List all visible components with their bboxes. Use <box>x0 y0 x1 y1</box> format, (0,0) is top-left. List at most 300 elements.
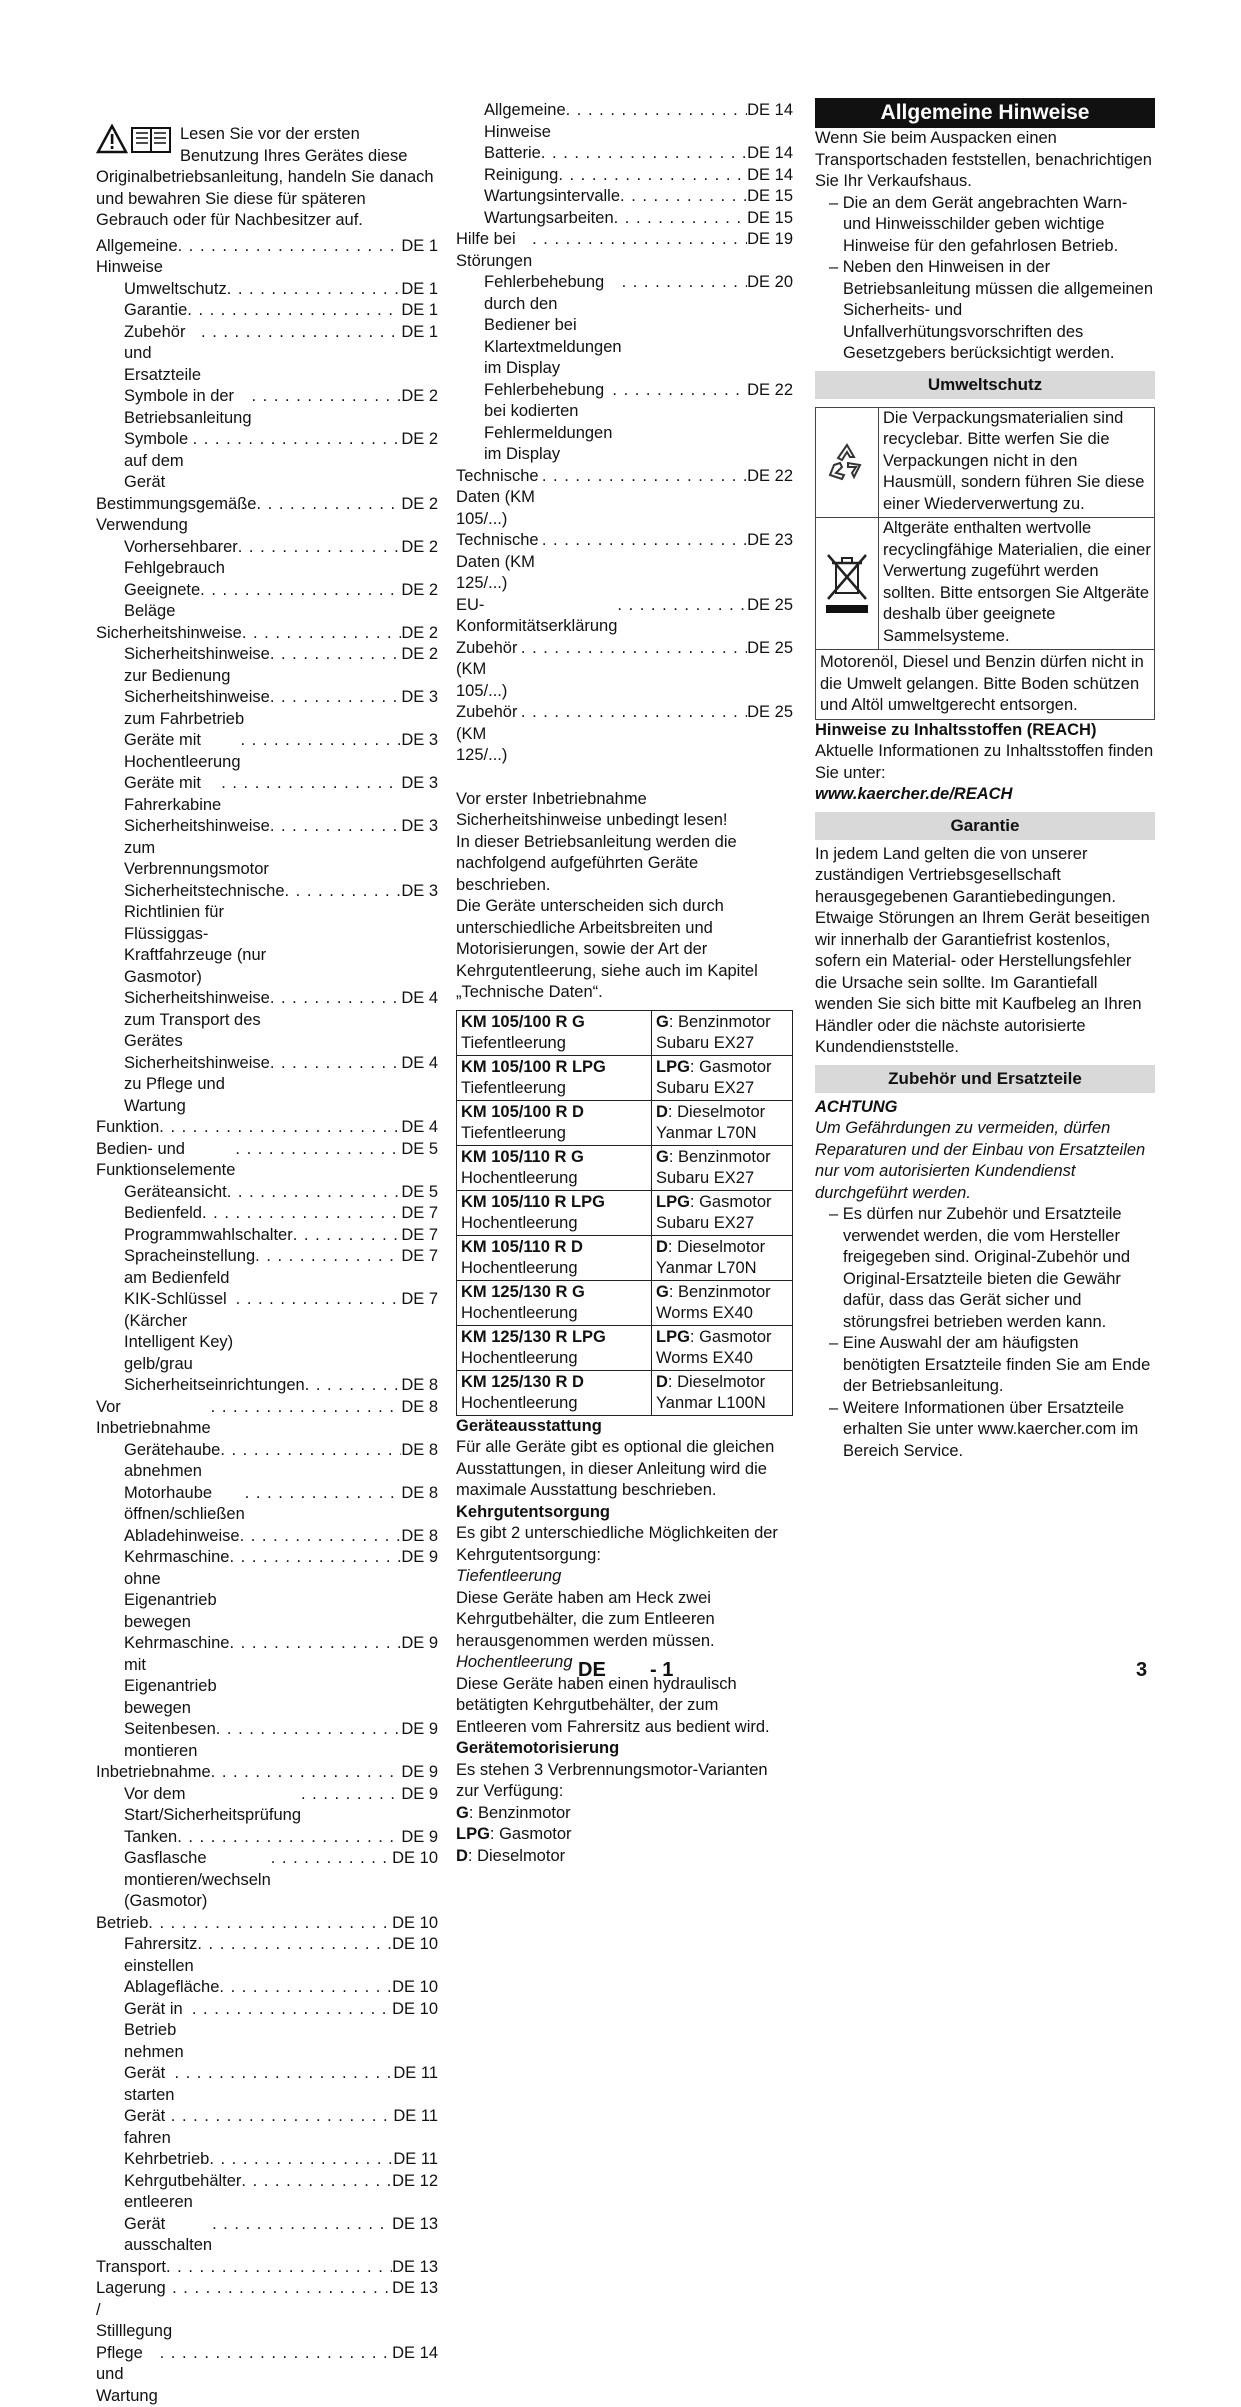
toc-entry-page: DE 2 <box>401 580 438 602</box>
toc-entry-title: Fehlerbehebung durch den Bediener bei Klartextmeldungen im Display <box>484 272 622 380</box>
achtung-label: ACHTUNG <box>815 1097 1155 1119</box>
toc-entry-title: Technische Daten (KM 105/...) <box>456 466 542 531</box>
toc-entry[interactable] <box>96 1182 438 1204</box>
toc-entry-page: DE 10 <box>392 1913 438 1935</box>
toc-entry-title: Seitenbesen montieren <box>124 1719 216 1762</box>
toc-entry-title: Geeignete Beläge <box>124 580 200 623</box>
model-name-cell <box>457 1010 652 1055</box>
toc-entry-page: DE 9 <box>401 1827 438 1849</box>
toc-entry[interactable] <box>96 1934 438 1977</box>
toc-entry-page: DE 10 <box>392 1999 438 2021</box>
toc-entry[interactable] <box>96 1547 438 1633</box>
toc-entry-page: DE 1 <box>401 300 438 322</box>
toc-entry[interactable] <box>96 988 438 1053</box>
reach-text: Aktuelle Informationen zu Inhaltsstoffen finden Sie unter: <box>815 741 1155 784</box>
model-motor: Yanmar L100N <box>656 1393 788 1414</box>
toc-entry[interactable] <box>96 1289 438 1375</box>
toc-entry[interactable] <box>96 1913 438 1935</box>
toc-leader-dots <box>532 229 747 251</box>
column-2 <box>456 100 793 1867</box>
toc-leader-dots <box>178 236 402 258</box>
toc-leader-dots <box>521 638 747 660</box>
intro-p1: In dieser Betriebsanleitung werden die nachfolgend aufgeführten Geräte beschrieben. <box>456 832 793 897</box>
toc-entry-page: DE 11 <box>393 2149 438 2171</box>
toc-entry-page: DE 23 <box>747 530 793 552</box>
toc-leader-dots <box>171 2106 394 2128</box>
toc-entry-title: Sicherheitshinweise zum Transport des Gerätes <box>124 988 270 1053</box>
reach-heading: Hinweise zu Inhaltsstoffen (REACH) <box>815 720 1155 742</box>
toc-leader-dots <box>238 537 402 559</box>
toc-leader-dots <box>211 1762 402 1784</box>
toc-leader-dots <box>172 2278 392 2300</box>
toc-leader-dots <box>221 773 401 795</box>
toc-entry-page: DE 4 <box>401 1053 438 1075</box>
models-table <box>456 1010 793 1416</box>
model-name: KM 105/100 R LPG <box>461 1057 647 1078</box>
model-motor: Yanmar L70N <box>656 1258 788 1279</box>
toc-entry-page: DE 15 <box>747 208 793 230</box>
toc-entry[interactable] <box>96 2257 438 2279</box>
toc-leader-dots <box>270 687 401 709</box>
toc-entry-page: DE 10 <box>392 1934 438 1956</box>
toc-entry-page: DE 7 <box>401 1225 438 1247</box>
toc-entry[interactable] <box>96 1483 438 1526</box>
toc-leader-dots <box>242 623 401 645</box>
heading-allgemeine-hinweise: Allgemeine Hinweise <box>815 98 1155 128</box>
toc-entry-title: Technische Daten (KM 125/...) <box>456 530 542 595</box>
column-1 <box>96 100 438 2407</box>
toc-leader-dots <box>187 300 401 322</box>
toc-entry[interactable] <box>456 380 793 466</box>
toc-entry-title: Fahrersitz einstellen <box>124 1934 197 1977</box>
toc-entry-title: Sicherheitshinweise zum Verbrennungsmotor <box>124 816 270 881</box>
toc-entry-title: Vor Inbetriebnahme <box>96 1397 211 1440</box>
toc-entry[interactable] <box>96 537 438 580</box>
toc-entry-title: Allgemeine Hinweise <box>96 236 178 279</box>
toc-leader-dots <box>301 1784 401 1806</box>
model-name: KM 125/130 R G <box>461 1282 647 1303</box>
toc-entry-page: DE 15 <box>747 186 793 208</box>
intro-paragraph: Lesen Sie vor der ersten Benutzung Ihres Gerätes diese Originalbetriebsanleitung, handeln Sie danach und bewahren Sie diese für späteren Gebrauch oder für Nachbesitzer auf. <box>96 124 438 232</box>
reach-url[interactable]: www.kaercher.de/REACH <box>815 784 1155 806</box>
entsorgung-heading: Kehrgutentsorgung <box>456 1502 793 1524</box>
toc-entry[interactable] <box>96 2214 438 2257</box>
intro-p2: Die Geräte unterscheiden sich durch unterschiedliche Arbeitsbreiten und Motorisierungen, sowie der Art der Kehrgutentleerung, siehe auch im Kapitel „Technische Daten“. <box>456 896 793 1004</box>
toc-leader-dots <box>541 143 747 165</box>
toc-entry-page: DE 13 <box>392 2257 438 2279</box>
engine-lpg: LPG: Gasmotor <box>456 1824 793 1846</box>
model-motor: Subaru EX27 <box>656 1033 788 1054</box>
recycle-icon <box>816 408 879 518</box>
toc-entry[interactable] <box>96 816 438 881</box>
toc-entry-title: Geräte mit Fahrerkabine <box>124 773 221 816</box>
toc-entry-title: Batterie <box>484 143 541 165</box>
toc-entry-page: DE 3 <box>401 816 438 838</box>
env-text-3: Motorenöl, Diesel und Benzin dürfen nicht in die Umwelt gelangen. Bitte Boden schützen und Altöl umweltgerecht entsorgen. <box>816 650 1154 719</box>
model-name: KM 105/110 R G <box>461 1147 647 1168</box>
toc-entry[interactable] <box>96 1203 438 1225</box>
toc-leader-dots <box>617 595 747 617</box>
toc-list-continued <box>456 100 793 767</box>
toc-entry-title: Motorhaube öffnen/schließen <box>124 1483 245 1526</box>
model-engine: LPG: Gasmotor <box>656 1192 788 1213</box>
toc-entry[interactable] <box>96 1784 438 1827</box>
achtung-text: Um Gefährdungen zu vermeiden, dürfen Reparaturen und der Einbau von Ersatzteilen nur vom autorisierten Kundendienst durchgeführt werden. <box>815 1118 1155 1204</box>
toc-entry[interactable] <box>96 1827 438 1849</box>
toc-entry-page: DE 11 <box>393 2106 438 2128</box>
toc-entry-page: DE 9 <box>401 1547 438 1569</box>
toc-entry-title: Pflege und Wartung <box>96 2343 160 2407</box>
toc-entry-page: DE 8 <box>401 1440 438 1462</box>
model-row <box>457 1235 793 1280</box>
toc-entry-page: DE 19 <box>747 229 793 251</box>
footer-page-number: 3 <box>1136 1660 1147 1682</box>
toc-entry[interactable] <box>96 429 438 494</box>
toc-leader-dots <box>202 1203 401 1225</box>
model-engine: LPG: Gasmotor <box>656 1327 788 1348</box>
toc-leader-dots <box>177 1827 401 1849</box>
toc-entry-page: DE 3 <box>401 773 438 795</box>
toc-leader-dots <box>200 580 401 602</box>
toc-entry-title: EU-Konformitätserklärung <box>456 595 617 638</box>
toc-entry-title: Gerät in Betrieb nehmen <box>124 1999 192 2064</box>
toc-entry[interactable] <box>96 2343 438 2407</box>
toc-entry[interactable] <box>456 638 793 703</box>
model-engine: D: Dieselmotor <box>656 1102 788 1123</box>
toc-entry[interactable] <box>96 1762 438 1784</box>
toc-entry[interactable] <box>456 229 793 272</box>
toc-entry-title: Vorhersehbarer Fehlgebrauch <box>124 537 238 580</box>
toc-entry-title: Spracheinstellung am Bedienfeld <box>124 1246 255 1289</box>
model-row <box>457 1010 793 1055</box>
model-name: KM 125/130 R LPG <box>461 1327 647 1348</box>
toc-leader-dots <box>227 1182 402 1204</box>
toc-entry-page: DE 4 <box>401 1117 438 1139</box>
tief-text: Diese Geräte haben am Heck zwei Kehrgutbehälter, die zum Entleeren herausgenommen werden müssen. <box>456 1588 793 1653</box>
model-name: KM 105/110 R D <box>461 1237 647 1258</box>
toc-entry[interactable] <box>96 1053 438 1118</box>
model-engine: G: Benzinmotor <box>656 1147 788 1168</box>
toc-leader-dots <box>558 165 747 187</box>
toc-entry[interactable] <box>96 1977 438 1999</box>
toc-entry-page: DE 9 <box>401 1762 438 1784</box>
toc-entry[interactable] <box>456 100 793 143</box>
toc-entry[interactable] <box>456 595 793 638</box>
toc-entry[interactable] <box>456 186 793 208</box>
toc-entry[interactable] <box>96 1719 438 1762</box>
toc-entry-page: DE 8 <box>401 1483 438 1505</box>
toc-entry-title: Kehrgutbehälter entleeren <box>124 2171 241 2214</box>
toc-entry[interactable] <box>96 773 438 816</box>
toc-entry[interactable] <box>96 1375 438 1397</box>
toc-entry-page: DE 5 <box>401 1139 438 1161</box>
hoch-heading: Hochentleerung <box>456 1652 793 1674</box>
engine-g: G: Benzinmotor <box>456 1803 793 1825</box>
toc-entry-page: DE 7 <box>401 1246 438 1268</box>
toc-leader-dots <box>192 1999 392 2021</box>
toc-entry-page: DE 8 <box>401 1526 438 1548</box>
model-name: KM 105/110 R LPG <box>461 1192 647 1213</box>
toc-entry[interactable] <box>96 236 438 279</box>
model-name-cell <box>457 1190 652 1235</box>
toc-entry[interactable] <box>96 1440 438 1483</box>
toc-entry-title: Gerät fahren <box>124 2106 171 2149</box>
toc-entry-title: Sicherheitshinweise <box>96 623 242 645</box>
toc-leader-dots <box>166 2257 392 2279</box>
weee-bin-icon <box>816 518 879 649</box>
toc-entry-title: KIK-Schlüssel (Kärcher Intelligent Key) gelb/grau <box>124 1289 236 1375</box>
toc-entry-title: Zubehör (KM 105/...) <box>456 638 521 703</box>
model-engine-cell <box>652 1010 793 1055</box>
toc-entry[interactable] <box>456 466 793 531</box>
toc-entry-title: Fehlerbehebung bei kodierten Fehlermeldungen im Display <box>484 380 612 466</box>
toc-leader-dots <box>227 279 402 301</box>
model-name-cell <box>457 1280 652 1325</box>
toc-entry-page: DE 2 <box>401 429 438 451</box>
toc-entry-page: DE 2 <box>401 494 438 516</box>
model-motor: Subaru EX27 <box>656 1078 788 1099</box>
model-engine-cell <box>652 1055 793 1100</box>
toc-entry-title: Hilfe bei Störungen <box>456 229 532 272</box>
toc-entry[interactable] <box>96 1246 438 1289</box>
toc-entry[interactable] <box>96 386 438 429</box>
toc-leader-dots <box>270 644 401 666</box>
toc-entry-title: Symbole auf dem Gerät <box>124 429 193 494</box>
toc-leader-dots <box>212 2214 392 2236</box>
toc-leader-dots <box>252 386 402 408</box>
model-type: Hochentleerung <box>461 1258 647 1279</box>
model-engine-cell <box>652 1100 793 1145</box>
toc-leader-dots <box>148 1913 392 1935</box>
toc-entry-title: Sicherheitshinweise zu Pflege und Wartung <box>124 1053 270 1118</box>
ausstattung-text: Für alle Geräte gibt es optional die gleichen Ausstattungen, in dieser Anleitung wird die maximale Ausstattung beschrieben. <box>456 1437 793 1502</box>
safety-warning: Vor erster Inbetriebnahme Sicherheitshinweise unbedingt lesen! <box>456 789 793 832</box>
toc-entry-title: Betrieb <box>96 1913 148 1935</box>
toc-entry[interactable] <box>96 580 438 623</box>
model-engine-cell <box>652 1235 793 1280</box>
toc-entry-title: Zubehör und Ersatzteile <box>124 322 201 387</box>
toc-entry[interactable] <box>96 730 438 773</box>
toc-entry-title: Umweltschutz <box>124 279 227 301</box>
toc-entry-title: Tanken <box>124 1827 177 1849</box>
toc-leader-dots <box>270 1053 401 1075</box>
model-name: KM 105/100 R G <box>461 1012 647 1033</box>
entsorgung-text: Es gibt 2 unterschiedliche Möglichkeiten der Kehrgutentsorgung: <box>456 1523 793 1566</box>
model-engine-cell <box>652 1190 793 1235</box>
toc-entry[interactable] <box>96 2171 438 2214</box>
toc-leader-dots <box>229 1547 401 1569</box>
toc-leader-dots <box>521 702 747 724</box>
toc-leader-dots <box>236 1289 402 1311</box>
toc-entry-page: DE 25 <box>747 702 793 724</box>
toc-entry-title: Transport <box>96 2257 166 2279</box>
engine-d: D: Dieselmotor <box>456 1846 793 1868</box>
model-motor: Yanmar L70N <box>656 1123 788 1144</box>
model-name-cell <box>457 1100 652 1145</box>
toc-entry[interactable] <box>96 644 438 687</box>
toc-entry-page: DE 22 <box>747 380 793 402</box>
toc-entry-title: Kehrmaschine ohne Eigenantrieb bewegen <box>124 1547 229 1633</box>
zubehoer-dash-1: – Es dürfen nur Zubehör und Ersatzteile verwendet werden, die vom Hersteller freigegeben sind. Original-Zubehör und Original-Ersatzteile bieten die Gewähr dafür, dass das Gerät sicher und störungsfrei betrieben werden kann. <box>815 1204 1155 1333</box>
toc-entry[interactable] <box>96 300 438 322</box>
toc-entry-page: DE 13 <box>392 2278 438 2300</box>
toc-entry-page: DE 25 <box>747 638 793 660</box>
heading-zubehoer: Zubehör und Ersatzteile <box>815 1065 1155 1093</box>
model-name: KM 125/130 R D <box>461 1372 647 1393</box>
toc-leader-dots <box>285 881 402 903</box>
toc-leader-dots <box>542 530 747 552</box>
toc-leader-dots <box>305 1375 402 1397</box>
toc-entry[interactable] <box>96 1633 438 1719</box>
toc-entry[interactable] <box>96 881 438 989</box>
toc-leader-dots <box>256 494 401 516</box>
toc-leader-dots <box>255 1246 401 1268</box>
toc-entry[interactable] <box>96 279 438 301</box>
toc-entry-page: DE 2 <box>401 537 438 559</box>
allg-text: Wenn Sie beim Auspacken einen Transportschaden feststellen, benachrichtigen Sie Ihr Verkaufshaus. <box>815 128 1155 193</box>
toc-leader-dots <box>229 1633 401 1655</box>
toc-entry-title: Sicherheitshinweise zum Fahrbetrieb <box>124 687 270 730</box>
heading-umweltschutz: Umweltschutz <box>815 371 1155 399</box>
toc-entry-page: DE 7 <box>401 1203 438 1225</box>
model-name-cell <box>457 1370 652 1415</box>
toc-entry-title: Funktion <box>96 1117 159 1139</box>
toc-entry[interactable] <box>456 530 793 595</box>
model-type: Hochentleerung <box>461 1393 647 1414</box>
model-type: Tiefentleerung <box>461 1033 647 1054</box>
toc-entry[interactable] <box>96 322 438 387</box>
toc-entry-page: DE 3 <box>401 730 438 752</box>
env-row-recycle <box>816 408 1154 519</box>
toc-entry-title: Kehrmaschine mit Eigenantrieb bewegen <box>124 1633 229 1719</box>
toc-entry-title: Allgemeine Hinweise <box>484 100 566 143</box>
model-engine-cell <box>652 1280 793 1325</box>
model-engine-cell <box>652 1145 793 1190</box>
toc-entry[interactable] <box>96 1225 438 1247</box>
toc-entry-page: DE 3 <box>401 687 438 709</box>
env-text-1: Die Verpackungsmaterialien sind recyclebar. Bitte werfen Sie die Verpackungen nicht in den Hausmüll, sondern führen Sie diese einer Wiederverwertung zu. <box>879 408 1154 518</box>
model-type: Hochentleerung <box>461 1213 647 1234</box>
toc-entry-title: Reinigung <box>484 165 558 187</box>
toc-entry-page: DE 5 <box>401 1182 438 1204</box>
toc-entry-page: DE 14 <box>392 2343 438 2365</box>
toc-entry-title: Vor dem Start/Sicherheitsprüfung <box>124 1784 301 1827</box>
model-name: KM 105/100 R D <box>461 1102 647 1123</box>
toc-entry-page: DE 11 <box>393 2063 438 2085</box>
toc-leader-dots <box>235 1139 401 1161</box>
toc-entry[interactable] <box>96 1999 438 2064</box>
model-type: Hochentleerung <box>461 1168 647 1189</box>
toc-entry[interactable] <box>96 1526 438 1548</box>
toc-leader-dots <box>201 322 401 344</box>
toc-entry[interactable] <box>456 143 793 165</box>
toc-entry[interactable] <box>456 702 793 767</box>
toc-entry-page: DE 14 <box>747 165 793 187</box>
toc-entry-title: Sicherheitstechnische Richtlinien für Flüssiggas-Kraftfahrzeuge (nur Gasmotor) <box>124 881 285 989</box>
toc-entry-title: Bestimmungsgemäße Verwendung <box>96 494 256 537</box>
toc-entry[interactable] <box>456 272 793 380</box>
toc-entry[interactable] <box>96 1117 438 1139</box>
toc-entry-page: DE 20 <box>747 272 793 294</box>
toc-leader-dots <box>220 1440 401 1462</box>
model-type: Hochentleerung <box>461 1348 647 1369</box>
model-motor: Worms EX40 <box>656 1348 788 1369</box>
toc-entry-page: DE 12 <box>392 2171 438 2193</box>
toc-entry[interactable] <box>96 1139 438 1182</box>
model-row <box>457 1145 793 1190</box>
toc-entry[interactable] <box>456 208 793 230</box>
toc-entry[interactable] <box>96 2063 438 2106</box>
model-row <box>457 1370 793 1415</box>
toc-entry[interactable] <box>96 623 438 645</box>
toc-entry[interactable] <box>96 687 438 730</box>
garantie-text: In jedem Land gelten die von unserer zuständigen Vertriebsgesellschaft herausgegebenen Garantiebedingungen. Etwaige Störungen an Ihrem Gerät beseitigen wir innerhalb der Garantiefrist kostenlos, sofern ein Material- oder Herstellungsfehler die Ursache sein sollte. Im Garantiefall wenden Sie sich bitte mit Kaufbeleg an Ihren Händler oder die nächste autorisierte Kundendienststelle. <box>815 844 1155 1059</box>
environment-box <box>815 407 1155 720</box>
toc-entry-title: Sicherheitshinweise zur Bedienung <box>124 644 270 687</box>
toc-leader-dots <box>193 429 402 451</box>
toc-leader-dots <box>622 272 748 294</box>
toc-leader-dots <box>271 1848 392 1870</box>
model-name-cell <box>457 1325 652 1370</box>
footer-section-number: - 1 <box>650 1660 673 1682</box>
model-motor: Subaru EX27 <box>656 1213 788 1234</box>
env-text-2: Altgeräte enthalten wertvolle recyclingfähige Materialien, die einer Verwertung zugeführt werden sollten. Bitte entsorgen Sie Altgeräte deshalb über geeignete Sammelsysteme. <box>879 518 1154 649</box>
warning-manual-icons <box>96 124 178 154</box>
toc-entry-title: Geräteansicht <box>124 1182 227 1204</box>
toc-leader-dots <box>211 1397 402 1419</box>
toc-entry[interactable] <box>96 2278 438 2343</box>
toc-leader-dots <box>216 1719 402 1741</box>
toc-entry-title: Gerätehaube abnehmen <box>124 1440 220 1483</box>
model-row <box>457 1055 793 1100</box>
toc-leader-dots <box>542 466 747 488</box>
toc-entry[interactable] <box>96 1397 438 1440</box>
toc-entry-page: DE 13 <box>392 2214 438 2236</box>
model-name-cell <box>457 1235 652 1280</box>
toc-entry-page: DE 7 <box>401 1289 438 1311</box>
toc-entry[interactable] <box>96 1848 438 1913</box>
model-engine: D: Dieselmotor <box>656 1372 788 1393</box>
toc-entry-page: DE 25 <box>747 595 793 617</box>
toc-leader-dots <box>566 100 748 122</box>
model-engine: LPG: Gasmotor <box>656 1057 788 1078</box>
toc-entry-page: DE 14 <box>747 100 793 122</box>
toc-entry[interactable] <box>456 165 793 187</box>
column-3 <box>815 98 1155 1462</box>
model-engine: D: Dieselmotor <box>656 1237 788 1258</box>
zubehoer-dash-2: – Eine Auswahl der am häufigsten benötigten Ersatzteile finden Sie am Ende der Betriebsanleitung. <box>815 1333 1155 1398</box>
toc-entry[interactable] <box>96 494 438 537</box>
model-name-cell <box>457 1055 652 1100</box>
toc-entry-title: Gasflasche montieren/wechseln (Gasmotor) <box>124 1848 271 1913</box>
toc-entry-title: Gerät ausschalten <box>124 2214 212 2257</box>
toc-entry[interactable] <box>96 2149 438 2171</box>
toc-entry-page: DE 22 <box>747 466 793 488</box>
toc-entry-title: Programmwahlschalter <box>124 1225 293 1247</box>
model-engine-cell <box>652 1325 793 1370</box>
allg-dash-2: – Neben den Hinweisen in der Betriebsanleitung müssen die allgemeinen Sicherheits- und Unfallverhütungsvorschriften des Gesetzgebers berücksichtigt werden. <box>815 257 1155 365</box>
toc-entry-page: DE 10 <box>392 1848 438 1870</box>
toc-leader-dots <box>240 1526 402 1548</box>
model-engine: G: Benzinmotor <box>656 1012 788 1033</box>
toc-leader-dots <box>241 2171 392 2193</box>
model-type: Tiefentleerung <box>461 1078 647 1099</box>
toc-entry-title: Abladehinweise <box>124 1526 240 1548</box>
toc-entry[interactable] <box>96 2106 438 2149</box>
toc-entry-page: DE 2 <box>401 623 438 645</box>
toc-entry-title: Gerät starten <box>124 2063 174 2106</box>
model-row <box>457 1325 793 1370</box>
